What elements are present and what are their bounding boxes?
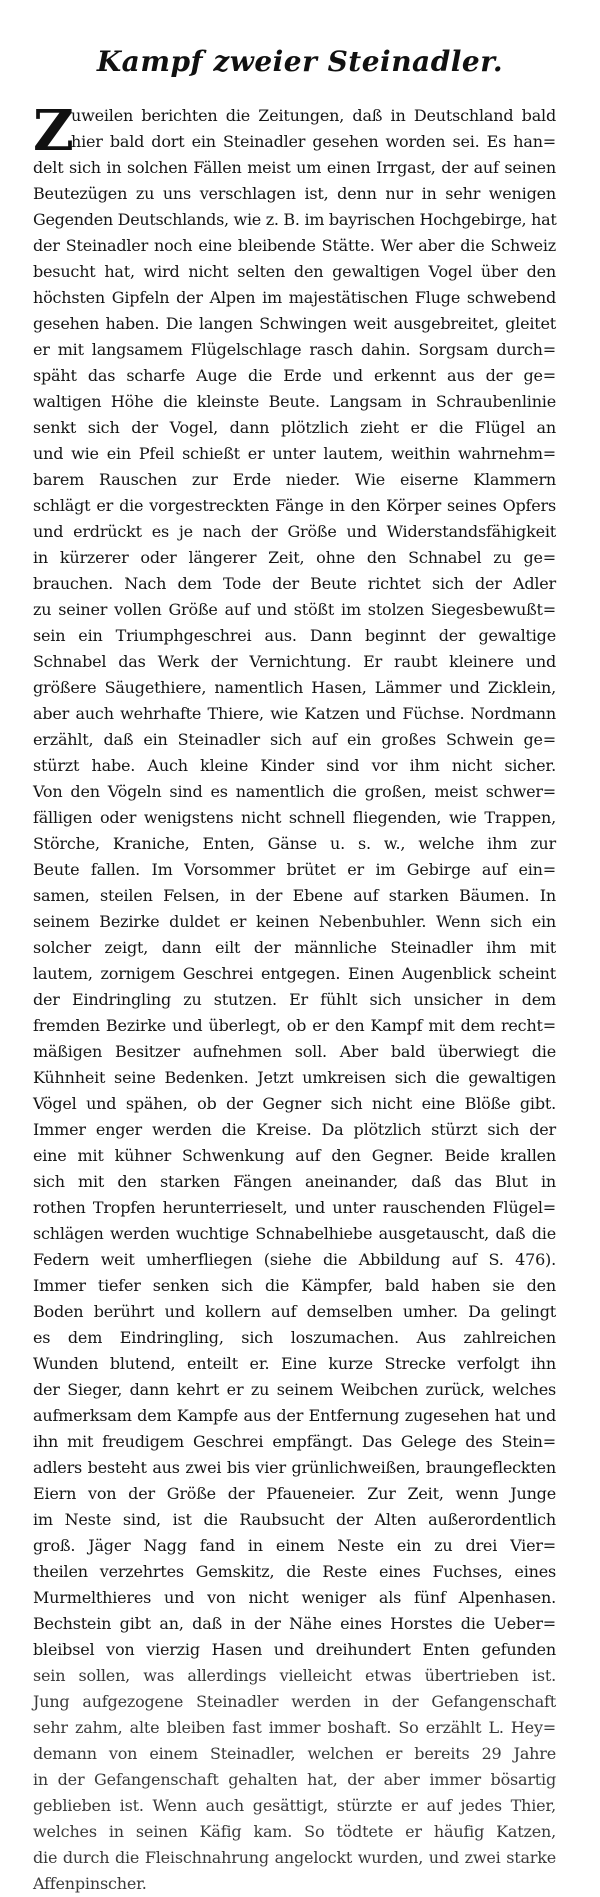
text-line: und wie ein Pfeil schießt er unter lautem, weithin wahrnehm=	[33, 444, 556, 463]
text-line: waltigen Höhe die kleinste Beute. Langsam in Schraubenlinie	[33, 392, 556, 411]
text-line: Gegenden Deutschlands, wie z. B. im bayrischen Hochgebirge, hat	[33, 210, 557, 229]
text-line: eine mit kühner Schwenkung auf den Gegner. Beide krallen	[33, 1146, 556, 1165]
text-line: Murmelthieres und von nicht weniger als fünf Alpenhasen.	[33, 1588, 556, 1607]
text-line: sich mit den starken Fängen aneinander, daß das Blut in	[33, 1172, 556, 1191]
text-line: besucht hat, wird nicht selten den gewaltigen Vogel über den	[33, 262, 556, 281]
text-line: in der Gefangenschaft gehalten hat, der aber immer bösartig	[33, 1770, 556, 1789]
text-line: Eiern von der Größe der Pfaueneier. Zur Zeit, wenn Junge	[33, 1484, 556, 1503]
text-line: der Steinadler noch eine bleibende Stätte. Wer aber die Schweiz	[33, 236, 556, 255]
text-line: stürzt habe. Auch kleine Kinder sind vor ihm nicht sicher.	[33, 756, 556, 775]
text-line: erzählt, daß ein Steinadler sich auf ein großes Schwein ge=	[33, 730, 556, 749]
text-line: barem Rauschen zur Erde nieder. Wie eiserne Klammern	[33, 470, 556, 489]
text-line: uweilen berichten die Zeitungen, daß in Deutschland bald	[71, 106, 556, 125]
text-line: der Sieger, dann kehrt er zu seinem Weibchen zurück, welches	[33, 1380, 556, 1399]
text-line: schlägt er die vorgestreckten Fänge in den Körper seines Opfers	[33, 496, 556, 515]
text-line: Jung aufgezogene Steinadler werden in der Gefangenschaft	[33, 1692, 556, 1711]
text-line: Kühnheit seine Bedenken. Jetzt umkreisen sich die gewaltigen	[33, 1068, 556, 1087]
text-line: Immer enger werden die Kreise. Da plötzlich stürzt sich der	[33, 1120, 556, 1139]
text-line: Bechstein gibt an, daß in der Nähe eines Horstes die Ueber=	[33, 1614, 556, 1633]
text-line: sein ein Triumphgeschrei aus. Dann beginnt der gewaltige	[33, 626, 556, 645]
text-line: er mit langsamem Flügelschlage rasch dahin. Sorgsam durch=	[33, 340, 556, 359]
text-line: ihn mit freudigem Geschrei empfängt. Das Gelege des Stein=	[33, 1432, 556, 1451]
text-line: senkt sich der Vogel, dann plötzlich zieht er die Flügel an	[33, 418, 556, 437]
text-line: es dem Eindringling, sich loszumachen. Aus zahlreichen	[33, 1328, 556, 1347]
text-line: fremden Bezirke und überlegt, ob er den Kampf mit dem recht=	[33, 1016, 556, 1035]
text-line: seinem Bezirke duldet er keinen Nebenbuhler. Wenn sich ein	[33, 912, 556, 931]
text-line: Von den Vögeln sind es namentlich die großen, meist schwer=	[33, 782, 556, 801]
text-line: adlers besteht aus zwei bis vier grünlichweißen, braungefleckten	[33, 1458, 556, 1477]
text-line: schlägen werden wuchtige Schnabelhiebe ausgetauscht, daß die	[33, 1224, 556, 1243]
text-line: lautem, zornigem Geschrei entgegen. Einen Augenblick scheint	[33, 964, 556, 983]
drop-cap-initial: Z	[33, 98, 74, 164]
text-line: Affenpinscher.	[33, 1874, 147, 1893]
text-line: aufmerksam dem Kampfe aus der Entfernung zugesehen hat und	[33, 1406, 556, 1425]
article-body	[33, 98, 557, 1897]
text-line: Schnabel das Werk der Vernichtung. Er raubt kleinere und	[33, 652, 556, 671]
text-line: späht das scharfe Auge die Erde und erkennt aus der ge=	[33, 366, 556, 385]
text-line: Wunden blutend, enteilt er. Eine kurze Strecke verfolgt ihn	[33, 1354, 556, 1373]
text-line: sehr zahm, alte bleiben fast immer boshaft. So erzählt L. Hey=	[33, 1718, 556, 1737]
text-line: Immer tiefer senken sich die Kämpfer, bald haben sie den	[33, 1276, 556, 1295]
text-line: Federn weit umherfliegen (siehe die Abbildung auf S. 476).	[33, 1250, 556, 1269]
text-line: Beute fallen. Im Vorsommer brütet er im Gebirge auf ein=	[33, 860, 556, 879]
text-line: solcher zeigt, dann eilt der männliche Steinadler ihm mit	[33, 938, 556, 957]
text-line: höchsten Gipfeln der Alpen im majestätischen Fluge schwebend	[33, 288, 556, 307]
text-line: theilen verzehrtes Gemskitz, die Reste eines Fuchses, eines	[33, 1562, 556, 1581]
text-line: zu seiner vollen Größe auf und stößt im stolzen Siegesbewußt=	[33, 600, 556, 619]
text-line: Beutezügen zu uns verschlagen ist, denn nur in sehr wenigen	[33, 184, 556, 203]
text-line: brauchen. Nach dem Tode der Beute richtet sich der Adler	[33, 574, 556, 593]
text-line: bleibsel von vierzig Hasen und dreihundert Enten gefunden	[33, 1640, 556, 1659]
text-line: mäßigen Besitzer aufnehmen soll. Aber bald überwiegt die	[33, 1042, 556, 1061]
text-line: gesehen haben. Die langen Schwingen weit ausgebreitet, gleitet	[33, 314, 556, 333]
article-title: Kampf zweier Steinadler.	[96, 45, 504, 78]
text-line: in kürzerer oder längerer Zeit, ohne den Schnabel zu ge=	[33, 548, 556, 567]
text-line: geblieben ist. Wenn auch gesättigt, stürzte er auf jedes Thier,	[33, 1796, 556, 1815]
text-line: im Neste sind, ist die Raubsucht der Alten außerordentlich	[33, 1510, 556, 1529]
text-line: samen, steilen Felsen, in der Ebene auf starken Bäumen. In	[33, 886, 556, 905]
text-line: rothen Tropfen herunterrieselt, und unter rauschenden Flügel=	[33, 1198, 556, 1217]
text-line: Störche, Kraniche, Enten, Gänse u. s. w., welche ihm zur	[33, 834, 556, 853]
text-line: sein sollen, was allerdings vielleicht etwas übertrieben ist.	[33, 1666, 556, 1685]
text-line: Vögel und spähen, ob der Gegner sich nicht eine Blöße gibt.	[33, 1094, 556, 1113]
text-line: und erdrückt es je nach der Größe und Widerstandsfähigkeit	[33, 522, 556, 541]
text-line: der Eindringling zu stutzen. Er fühlt sich unsicher in dem	[33, 990, 556, 1009]
text-line: fälligen oder wenigstens nicht schnell fliegenden, wie Trappen,	[33, 808, 556, 827]
text-line: die durch die Fleischnahrung angelockt wurden, und zwei starke	[33, 1848, 556, 1867]
text-line: demann von einem Steinadler, welchen er bereits 29 Jahre	[33, 1744, 556, 1763]
text-line: hier bald dort ein Steinadler gesehen worden sei. Es han=	[71, 132, 556, 151]
text-line: aber auch wehrhafte Thiere, wie Katzen und Füchse. Nordmann	[33, 704, 556, 723]
text-line: delt sich in solchen Fällen meist um einen Irrgast, der auf seinen	[33, 158, 556, 177]
text-line: Boden berührt und kollern auf demselben umher. Da gelingt	[33, 1302, 556, 1321]
text-line: größere Säugethiere, namentlich Hasen, Lämmer und Zicklein,	[33, 678, 556, 697]
text-line: welches in seinen Käfig kam. So tödtete er häufig Katzen,	[33, 1822, 556, 1841]
text-line: groß. Jäger Nagg fand in einem Neste ein zu drei Vier=	[33, 1536, 556, 1555]
